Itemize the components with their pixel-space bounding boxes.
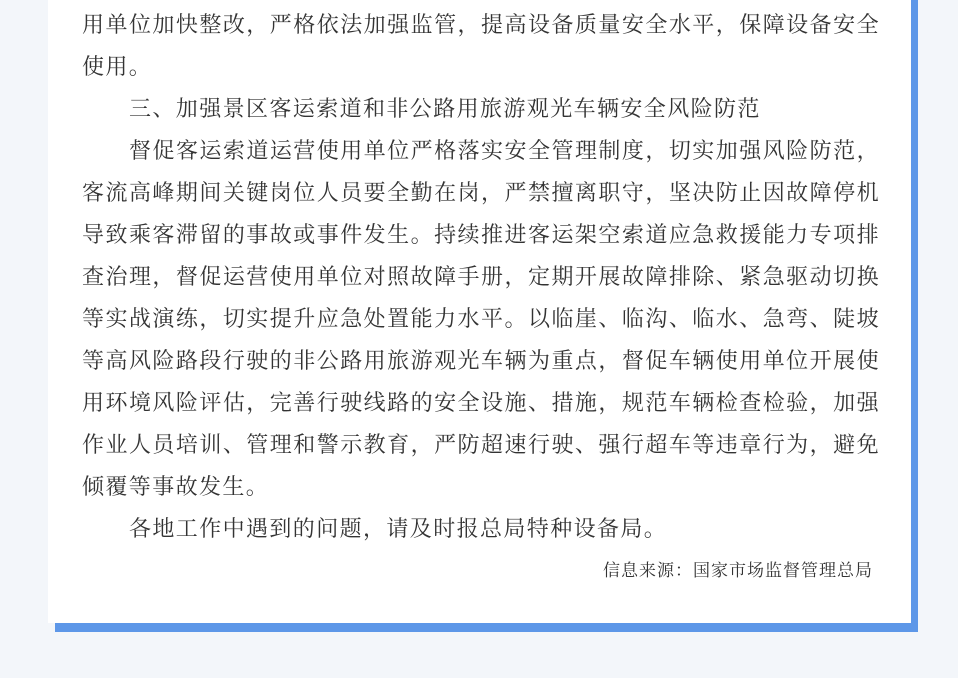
article-body [48,0,911,592]
paragraph-closing: 各地工作中遇到的问题，请及时报总局特种设备局。 [129,516,668,541]
accent-frame-bottom [55,623,918,632]
accent-frame-right [911,0,918,632]
paragraph-section-body: 督促客运索道运营使用单位严格落实安全管理制度，切实加强风险防范，客流高峰期间关键岗位人员要全勤在岗，严禁擅离职守，坚决防止因故障停机导致乘客滞留的事故或事件发生。持续推进客运架空索道应急救援能力专项排查治理，督促运营使用单位对照故障手册，定期开展故障排除、紧急驱动切换等实战演练，切实提升应急处置能力水平。以临崖、临沟、临水、急弯、陡坡等高风险路段行驶的非公路用旅游观光车辆为重点，督促车辆使用单位开展使用环境风险评估，完善行驶线路的安全设施、措施，规范车辆检查检验，加强作业人员培训、管理和警示教育，严防超速行驶、强行超车等违章行为，避免倾覆等事故发生。 [82,138,880,499]
section-heading: 三、加强景区客运索道和非公路用旅游观光车辆安全风险防范 [129,96,761,121]
source-attribution: 信息来源：国家市场监督管理总局 [603,561,873,580]
paragraph-continuation: 用单位加快整改，严格依法加强监管，提高设备质量安全水平，保障设备安全使用。 [82,12,880,79]
article-card [48,0,911,623]
